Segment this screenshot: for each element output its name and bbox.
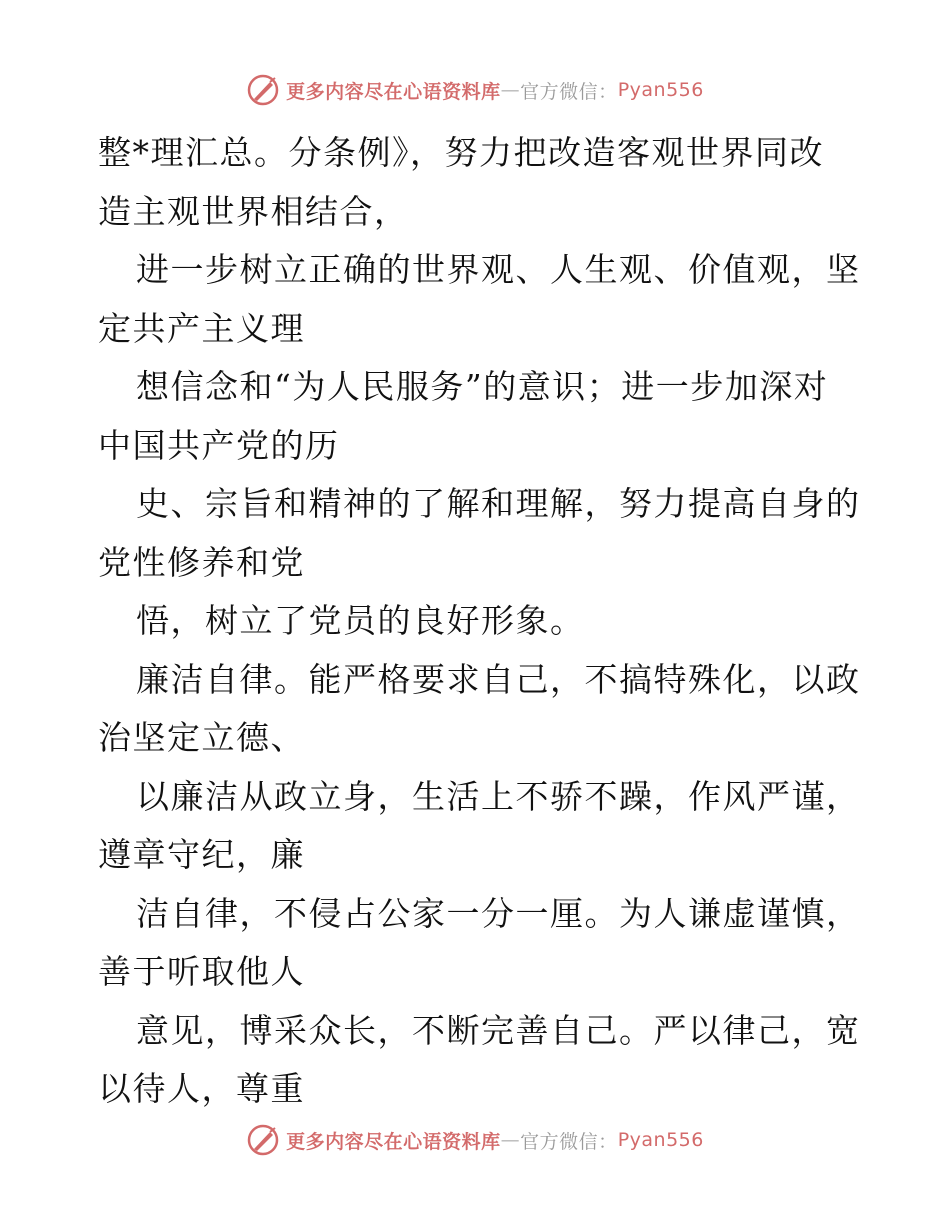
text-line: 整*理汇总。分条例》，努力把改造客观世界同改 xyxy=(98,133,824,172)
watermark-sub: 官方微信： xyxy=(520,80,618,103)
text-line: 治坚定立德、 xyxy=(98,718,305,757)
watermark-dash: — xyxy=(500,79,521,101)
watermark-text xyxy=(286,1127,704,1154)
text-line: 悟，树立了党员的良好形象。 xyxy=(136,601,585,640)
watermark-main: 更多内容尽在心语资料库 xyxy=(286,1130,501,1153)
text-line: 造主观世界相结合， xyxy=(98,191,409,231)
watermark-text xyxy=(286,77,704,104)
watermark-id: Pyan556 xyxy=(617,79,704,101)
watermark-dash: — xyxy=(500,1129,521,1151)
text-line: 廉洁自律。能严格要求自己，不搞特殊化，以政 xyxy=(136,659,861,699)
watermark-main: 更多内容尽在心语资料库 xyxy=(286,80,501,103)
quill-logo-icon xyxy=(246,1123,280,1157)
text-line: 进一步树立正确的世界观、人生观、价值观，坚 xyxy=(136,250,861,289)
document-body xyxy=(98,124,861,1119)
text-line: 以廉洁从政立身，生活上不骄不躁，作风严谨， xyxy=(136,776,861,816)
text-line: 中国共产党的历 xyxy=(98,425,340,465)
text-line: 想信念和“为人民服务”的意识；进一步加深对 xyxy=(136,367,829,406)
watermark-sub: 官方微信： xyxy=(520,1130,618,1153)
text-line: 善于听取他人 xyxy=(98,952,305,991)
watermark-id: Pyan556 xyxy=(617,1129,704,1151)
footer-watermark xyxy=(0,1118,950,1162)
text-line: 以待人，尊重 xyxy=(98,1069,305,1108)
text-line: 遵章守纪，廉 xyxy=(98,835,305,874)
header-watermark xyxy=(0,68,950,112)
text-line: 史、宗旨和精神的了解和理解，努力提高自身的 xyxy=(136,484,861,523)
text-line: 党性修养和党 xyxy=(98,542,305,582)
text-line: 意见，博采众长，不断完善自己。严以律己，宽 xyxy=(136,1010,861,1050)
quill-logo-icon xyxy=(246,73,280,107)
text-line: 定共产主义理 xyxy=(98,308,305,348)
text-line: 洁自律，不侵占公家一分一厘。为人谦虚谨慎， xyxy=(136,893,861,933)
